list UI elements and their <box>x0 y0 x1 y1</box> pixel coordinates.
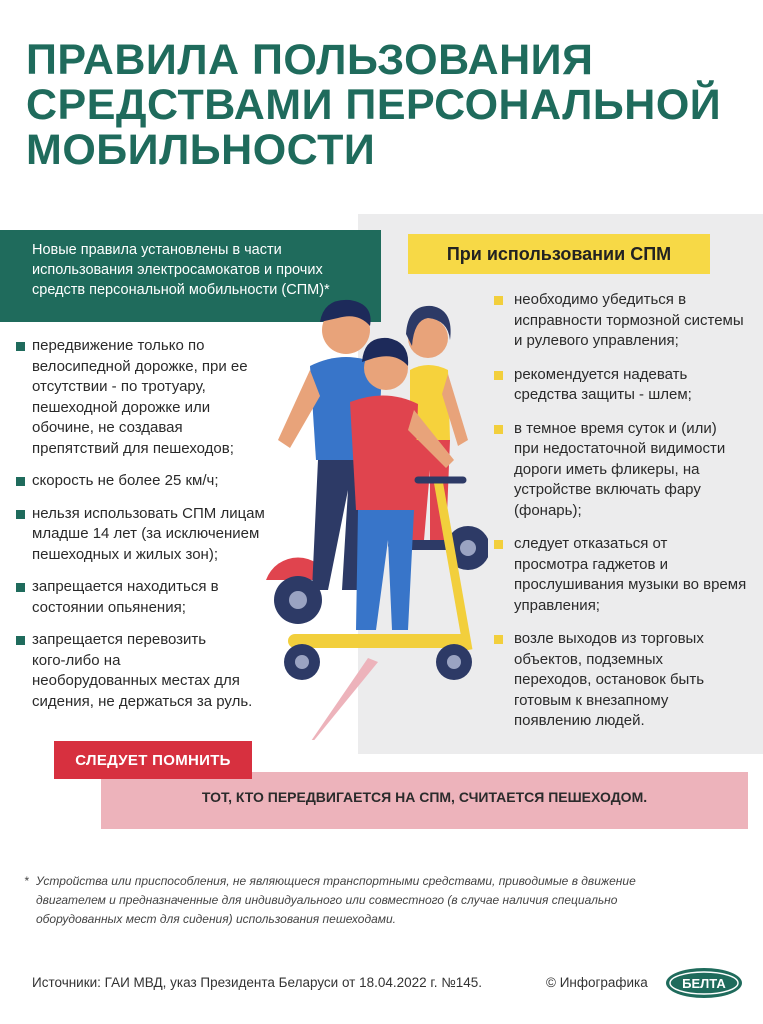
rule-line: готовым к внезапному <box>514 691 669 709</box>
rule-line: управления; <box>514 596 600 614</box>
rule-line: запрещается находиться в <box>32 578 219 595</box>
rule-line: следует отказаться от <box>514 535 668 552</box>
intro-line: использования электросамокатов и прочих <box>32 262 323 278</box>
intro-line: Новые правила установлены в части <box>32 242 282 258</box>
shirt-shape <box>350 395 418 510</box>
rule-item <box>492 365 754 406</box>
rule-line: младше 14 лет (за исключением <box>32 525 260 542</box>
footnote-line: Устройства или приспособления, не являющиеся транспортными средствами, приводимые в движение <box>36 874 636 888</box>
rule-line: кого-либо на <box>32 651 121 669</box>
pants-shape <box>356 510 414 630</box>
bullet-icon <box>494 371 503 380</box>
bullet-icon <box>494 296 503 305</box>
sources-text: Источники: ГАИ МВД, указ Президента Беларуси от 18.04.2022 г. №145. <box>32 975 482 990</box>
rule-line: средства защиты - шлем; <box>514 386 692 403</box>
rule-line: сидения, не держаться за руль. <box>32 692 253 710</box>
title-line: МОБИЛЬНОСТИ <box>26 126 376 174</box>
bullet-icon <box>16 636 25 645</box>
rule-line: в темное время суток и (или) <box>514 419 717 437</box>
footnote <box>24 872 736 929</box>
rule-line: просмотра гаджетов и <box>514 555 669 573</box>
rule-line: объектов, подземных <box>514 650 664 668</box>
rule-line: и рулевого управления; <box>514 332 679 349</box>
remember-text: ТОТ, КТО ПЕРЕДВИГАЕТСЯ НА СПМ, СЧИТАЕТСЯ ПЕШЕХОДОМ. <box>201 789 648 805</box>
rule-line: устройстве включать фару <box>514 481 701 498</box>
hub-icon <box>447 655 461 669</box>
rule-line: отсутствии - по тротуару, <box>32 378 206 395</box>
deck-shape <box>288 634 468 648</box>
bullet-icon <box>494 635 503 644</box>
rule-line: обочине, не создавая <box>32 419 183 436</box>
belta-logo <box>664 967 744 999</box>
rule-line: появлению людей. <box>514 712 645 729</box>
rule-line: необходимо убедиться в <box>514 291 687 308</box>
credit-text: © Инфографика <box>546 975 648 990</box>
logo-text: БЕЛТА <box>682 976 726 991</box>
rule-line: рекомендуется надевать <box>514 365 688 383</box>
footnote-star: * <box>24 874 29 888</box>
page-title <box>26 38 746 173</box>
hub-icon <box>295 655 309 669</box>
rule-line: запрещается перевозить <box>32 631 207 648</box>
rule-line: препятствий для пешеходов; <box>32 439 234 457</box>
rule-line: состоянии опьянения; <box>32 598 186 616</box>
bullet-icon <box>16 510 25 519</box>
intro-line: средств персональной мобильности (СПМ)* <box>32 282 330 298</box>
rule-line: пешеходной дорожке или <box>32 398 211 416</box>
rule-line: скорость не более 25 км/ч; <box>32 472 219 489</box>
rule-line: при недостаточной видимости <box>514 440 726 457</box>
footnote-line: оборудованных мест для сидения) использования пешеходами. <box>36 912 397 926</box>
hub-icon <box>289 591 307 609</box>
title-line: СРЕДСТВАМИ ПЕРСОНАЛЬНОЙ <box>26 81 722 129</box>
rule-line: возле выходов из торговых <box>514 630 704 647</box>
rule-line: нельзя использовать СПМ лицам <box>32 504 265 522</box>
bullet-icon <box>16 477 25 486</box>
rule-line: велосипедной дорожке, при ее <box>32 357 248 375</box>
spm-usage-heading: При использовании СПМ <box>408 234 710 274</box>
remember-label: СЛЕДУЕТ ПОМНИТЬ <box>54 741 252 779</box>
bullet-icon <box>16 583 25 592</box>
hub-icon <box>460 540 476 556</box>
rule-line: исправности тормозной системы <box>514 311 744 329</box>
rule-item <box>492 534 754 616</box>
bullet-icon <box>494 540 503 549</box>
rule-item <box>492 290 754 352</box>
right-rules-list <box>492 290 754 732</box>
footnote-line: двигателем и предназначенные для индивидуального или совместного (в случае наличия специально <box>36 893 618 907</box>
rule-line: необорудованных местах для <box>32 672 240 689</box>
bullet-icon <box>16 342 25 351</box>
rule-line: передвижение только по <box>32 337 205 354</box>
bullet-icon <box>494 425 503 434</box>
title-line: ПРАВИЛА ПОЛЬЗОВАНИЯ <box>26 36 594 84</box>
rule-item <box>492 419 754 522</box>
rule-line: дороги иметь фликеры, на <box>514 460 700 478</box>
rule-line: пешеходных и жилых зон); <box>32 545 218 563</box>
scooter-riders-illustration <box>258 290 488 740</box>
rule-line: (фонарь); <box>514 501 582 519</box>
rule-line: переходов, остановок быть <box>514 671 705 688</box>
rule-line: прослушивания музыки во время <box>514 576 747 593</box>
rule-item <box>492 629 754 732</box>
